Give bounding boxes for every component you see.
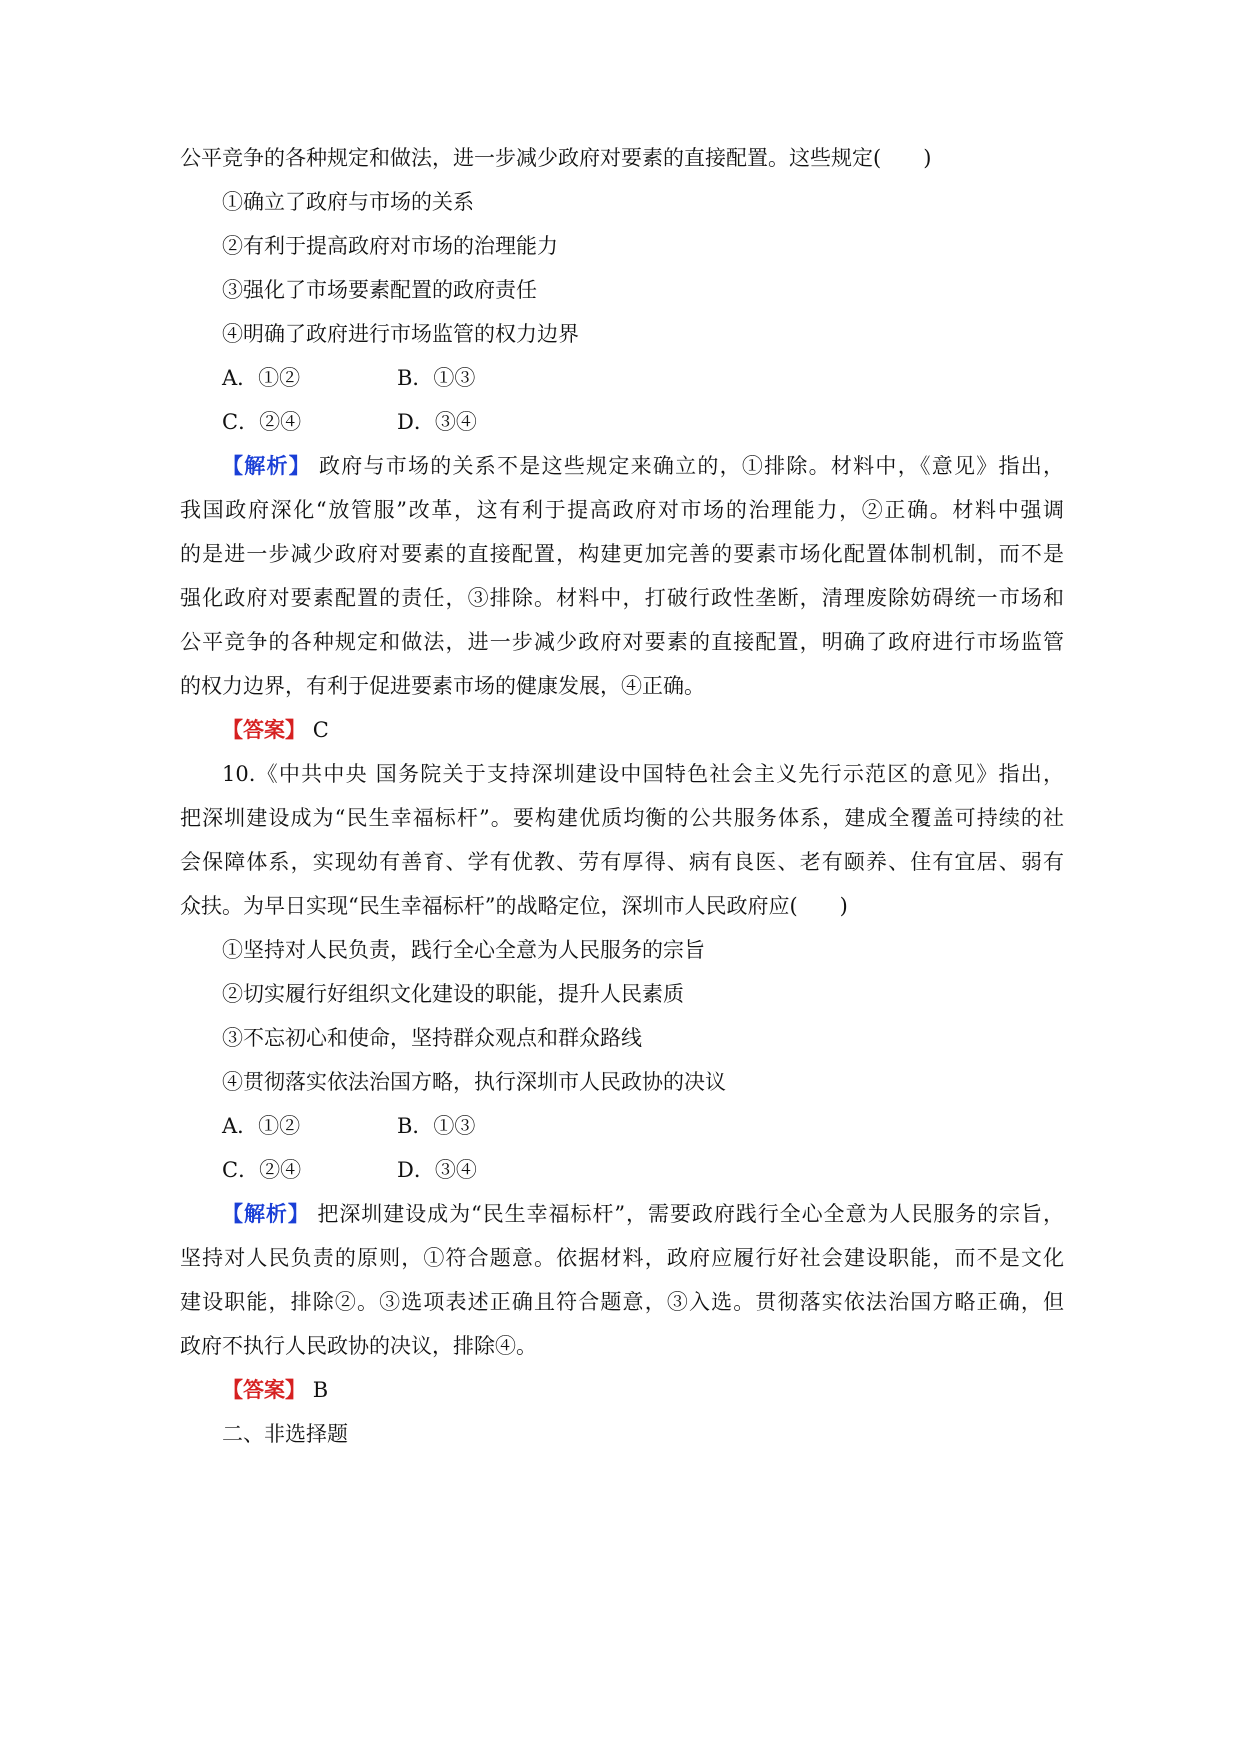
q9-options-row-2	[222, 406, 477, 436]
q10-analysis-tag: 【解析】	[222, 1201, 310, 1226]
q10-item-1: ①坚持对人民负责，践行全心全意为人民服务的宗旨	[222, 938, 705, 962]
q9-stem-tail: 公平竞争的各种规定和做法，进一步减少政府对要素的直接配置。这些规定( )	[180, 146, 932, 170]
q9-analysis-line-2: 我国政府深化“放管服”改革，这有利于提高政府对市场的治理能力，②正确。材料中强调	[180, 498, 1064, 522]
q9-option-d: D．③④	[397, 410, 477, 434]
q9-answer-tag: 【答案】	[222, 717, 306, 742]
q9-analysis-line-4: 强化政府对要素配置的责任，③排除。材料中，打破行政性垄断，清理废除妨碍统一市场和	[180, 586, 1064, 610]
q10-option-b: B．①③	[397, 1114, 476, 1138]
q9-analysis-line-1: 【解析】 政府与市场的关系不是这些规定来确立的，①排除。材料中，《意见》指出，	[222, 453, 1065, 478]
q9-item-3: ③强化了市场要素配置的政府责任	[222, 278, 537, 302]
q9-item-1: ①确立了政府与市场的关系	[222, 190, 474, 214]
q10-stem-line-4: 众扶。为早日实现“民生幸福标杆”的战略定位，深圳市人民政府应( )	[180, 894, 848, 918]
q10-option-c: C．②④	[222, 1158, 302, 1182]
q10-analysis-line-2: 坚持对人民负责的原则，①符合题意。依据材料，政府应履行好社会建设职能，而不是文化	[180, 1246, 1064, 1270]
q10-option-a: A．①②	[222, 1114, 301, 1138]
q10-answer-row	[222, 1374, 328, 1404]
q9-answer-value: C	[312, 718, 329, 742]
q9-option-c: C．②④	[222, 410, 302, 434]
q10-item-4: ④贯彻落实依法治国方略，执行深圳市人民政协的决议	[222, 1070, 726, 1094]
q9-analysis-tag: 【解析】	[222, 453, 312, 478]
q10-stem-line-3: 会保障体系，实现幼有善育、学有优教、劳有厚得、病有良医、老有颐养、住有宜居、弱有	[180, 850, 1064, 874]
q9-item-4: ④明确了政府进行市场监管的权力边界	[222, 322, 579, 346]
q9-option-a: A．①②	[222, 366, 301, 390]
q10-answer-tag: 【答案】	[222, 1377, 306, 1402]
q10-stem-line-1: 10.《中共中央 国务院关于支持深圳建设中国特色社会主义先行示范区的意见》指出，	[222, 762, 1064, 786]
q9-answer-row	[222, 714, 329, 744]
section-heading: 二、非选择题	[222, 1422, 348, 1446]
q9-analysis-line-5: 公平竞争的各种规定和做法，进一步减少政府对要素的直接配置，明确了政府进行市场监管	[180, 630, 1064, 654]
q10-options-row-1	[222, 1110, 476, 1140]
q9-analysis-line-3: 的是进一步减少政府对要素的直接配置，构建更加完善的要素市场化配置体制机制，而不是	[180, 542, 1064, 566]
q10-analysis-line-4: 政府不执行人民政协的决议，排除④。	[180, 1334, 537, 1358]
q10-item-3: ③不忘初心和使命，坚持群众观点和群众路线	[222, 1026, 642, 1050]
q10-item-2: ②切实履行好组织文化建设的职能，提升人民素质	[222, 982, 684, 1006]
q9-item-2: ②有利于提高政府对市场的治理能力	[222, 234, 558, 258]
q9-options-row-1	[222, 362, 476, 392]
q10-analysis-line-1: 【解析】 把深圳建设成为“民生幸福标杆”，需要政府践行全心全意为人民服务的宗旨，	[222, 1201, 1064, 1226]
q9-option-b: B．①③	[397, 366, 476, 390]
q10-options-row-2	[222, 1154, 477, 1184]
q9-analysis-line-6: 的权力边界，有利于促进要素市场的健康发展，④正确。	[180, 674, 705, 698]
q10-analysis-line-3: 建设职能，排除②。③选项表述正确且符合题意，③入选。贯彻落实依法治国方略正确，但	[180, 1290, 1064, 1314]
q10-answer-value: B	[312, 1378, 329, 1402]
q10-stem-line-2: 把深圳建设成为“民生幸福标杆”。要构建优质均衡的公共服务体系，建成全覆盖可持续的社	[180, 806, 1064, 830]
q10-option-d: D．③④	[397, 1158, 477, 1182]
